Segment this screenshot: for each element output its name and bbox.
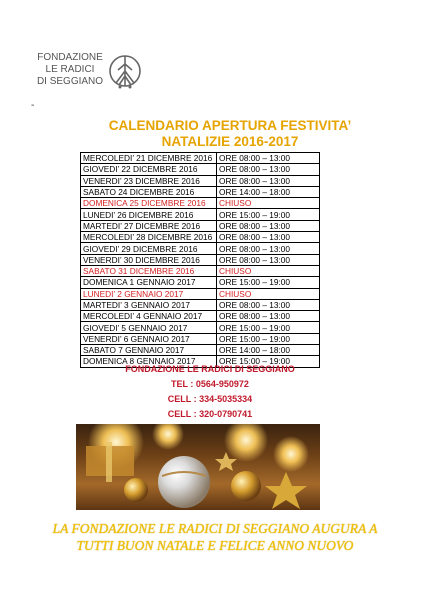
hours-cell: ORE 14:00 – 18:00 xyxy=(217,345,320,356)
table-row xyxy=(81,277,320,288)
table-row xyxy=(81,232,320,243)
logo-line: DI SEGGIANO xyxy=(36,76,104,87)
hours-cell: CHIUSO xyxy=(217,198,320,209)
table-row xyxy=(81,288,320,299)
day-cell: VENERDI’ 30 DICEMBRE 2016 xyxy=(81,254,217,265)
hours-cell: ORE 08:00 – 13:00 xyxy=(217,311,320,322)
title-line-2: NATALIZIE 2016-2017 xyxy=(161,134,299,149)
opening-hours-table xyxy=(80,152,320,368)
table-row xyxy=(81,164,320,175)
hours-cell: CHIUSO xyxy=(217,288,320,299)
foundation-logo xyxy=(34,52,144,92)
holiday-greeting xyxy=(30,520,400,554)
day-cell: MARTEDI’ 3 GENNAIO 2017 xyxy=(81,299,217,310)
greeting-line-2: TUTTI BUON NATALE E FELICE ANNO NUOVO xyxy=(76,538,354,553)
day-cell: SABATO 31 DICEMBRE 2016 xyxy=(81,265,217,276)
day-cell: GIOVEDI’ 22 DICEMBRE 2016 xyxy=(81,164,217,175)
table-row xyxy=(81,220,320,231)
table-row xyxy=(81,299,320,310)
table-row xyxy=(81,345,320,356)
day-cell: VENERDI’ 23 DICEMBRE 2016 xyxy=(81,175,217,186)
hours-cell: ORE 08:00 – 13:00 xyxy=(217,164,320,175)
logo-line: FONDAZIONE xyxy=(37,52,103,63)
christmas-ornaments-icon xyxy=(76,424,320,510)
hours-cell: ORE 08:00 – 13:00 xyxy=(217,220,320,231)
table-body xyxy=(81,153,320,368)
contact-tel: TEL : 0564-950972 xyxy=(171,379,249,389)
day-cell: MARTEDI’ 27 DICEMBRE 2016 xyxy=(81,220,217,231)
page-title xyxy=(80,118,380,150)
day-cell: LUNEDI’ 26 DICEMBRE 2016 xyxy=(81,209,217,220)
logo-line: LE RADICI xyxy=(45,64,95,75)
table-row xyxy=(81,333,320,344)
day-cell: MERCOLEDI’ 28 DICEMBRE 2016 xyxy=(81,232,217,243)
day-cell: SABATO 24 DICEMBRE 2016 xyxy=(81,186,217,197)
contact-cell-2: CELL : 320-0790741 xyxy=(167,409,253,419)
day-cell: DOMENICA 1 GENNAIO 2017 xyxy=(81,277,217,288)
table-row xyxy=(81,198,320,209)
title-line-1: CALENDARIO APERTURA FESTIVITA’ xyxy=(108,118,352,133)
hours-cell: ORE 08:00 – 13:00 xyxy=(217,254,320,265)
day-cell: VENERDI’ 6 GENNAIO 2017 xyxy=(81,333,217,344)
day-cell: MERCOLEDI’ 4 GENNAIO 2017 xyxy=(81,311,217,322)
greeting-line-1: LA FONDAZIONE LE RADICI DI SEGGIANO AUGURA A xyxy=(52,521,378,536)
table-row xyxy=(81,322,320,333)
contact-cell-1: CELL : 334-5035334 xyxy=(167,394,253,404)
hours-cell: ORE 15:00 – 19:00 xyxy=(217,277,320,288)
tree-roots-icon xyxy=(108,52,142,90)
hours-cell: ORE 08:00 – 13:00 xyxy=(217,153,320,164)
day-cell: DOMENICA 8 GENNAIO 2017 xyxy=(81,356,217,367)
hours-cell: ORE 15:00 – 19:00 xyxy=(217,322,320,333)
hours-cell: ORE 08:00 – 13:00 xyxy=(217,243,320,254)
hours-cell: CHIUSO xyxy=(217,265,320,276)
day-cell: GIOVEDI’ 29 DICEMBRE 2016 xyxy=(81,243,217,254)
list-marker: - xyxy=(31,100,35,111)
hours-cell: ORE 15:00 – 19:00 xyxy=(217,209,320,220)
hours-cell: ORE 15:00 – 19:00 xyxy=(217,333,320,344)
hours-cell: ORE 15:00 – 19:00 xyxy=(217,356,320,367)
table-row xyxy=(81,175,320,186)
hours-cell: ORE 14:00 – 18:00 xyxy=(217,186,320,197)
table-row xyxy=(81,265,320,276)
day-cell: LUNEDI’ 2 GENNAIO 2017 xyxy=(81,288,217,299)
day-cell: DOMENICA 25 DICEMBRE 2016 xyxy=(81,198,217,209)
day-cell: SABATO 7 GENNAIO 2017 xyxy=(81,345,217,356)
hours-cell: ORE 08:00 – 13:00 xyxy=(217,175,320,186)
day-cell: GIOVEDI’ 5 GENNAIO 2017 xyxy=(81,322,217,333)
christmas-decorations-image xyxy=(76,424,320,510)
table-row xyxy=(81,243,320,254)
table-row xyxy=(81,186,320,197)
hours-cell: ORE 08:00 – 13:00 xyxy=(217,232,320,243)
table-row xyxy=(81,153,320,164)
logo-text xyxy=(34,52,106,88)
table-row xyxy=(81,311,320,322)
hours-cell: ORE 08:00 – 13:00 xyxy=(217,299,320,310)
contact-name: FONDAZIONE LE RADICI DI SEGGIANO xyxy=(125,364,295,374)
table-row xyxy=(81,209,320,220)
table-row xyxy=(81,254,320,265)
day-cell: MERCOLEDI’ 21 DICEMBRE 2016 xyxy=(81,153,217,164)
